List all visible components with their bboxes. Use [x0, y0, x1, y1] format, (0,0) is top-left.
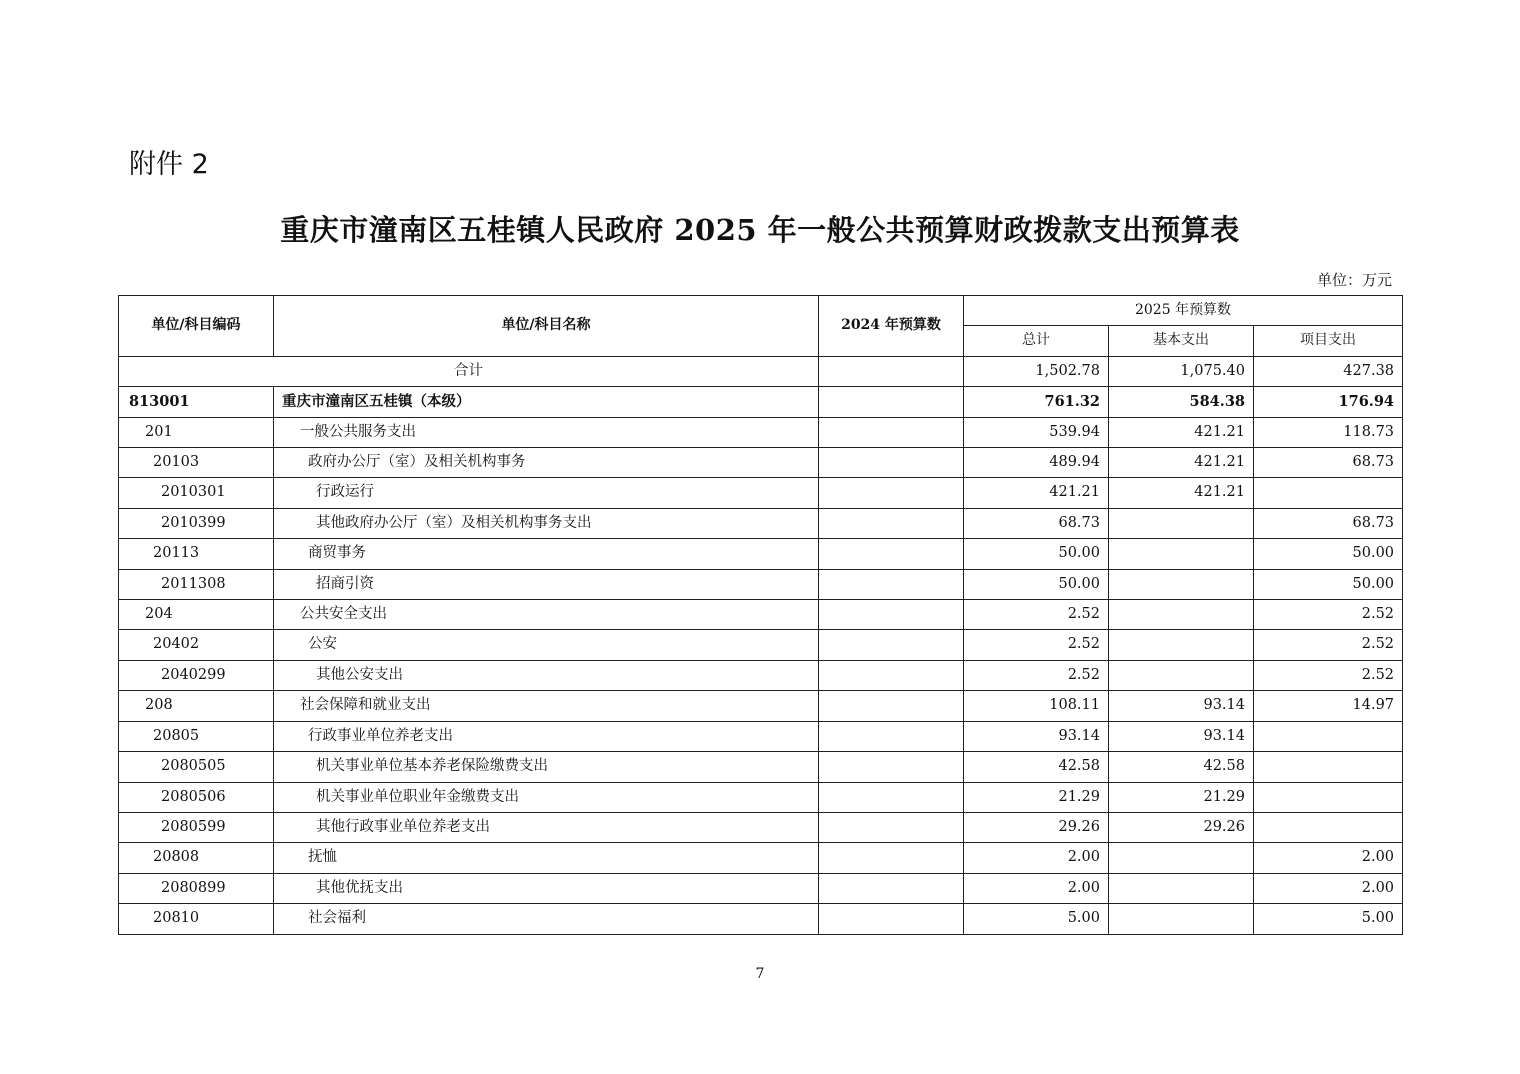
row-prev [819, 387, 964, 417]
row-code: 2080899 [119, 873, 274, 903]
row-code: 2010399 [119, 508, 274, 538]
row-total: 5.00 [964, 904, 1109, 934]
row-basic: 584.38 [1109, 387, 1254, 417]
row-total: 68.73 [964, 508, 1109, 538]
row-prev [819, 508, 964, 538]
header-total: 总计 [964, 326, 1109, 356]
row-project: 2.52 [1254, 600, 1403, 630]
row-code: 201 [119, 417, 274, 447]
row-project [1254, 721, 1403, 751]
row-name: 社会保障和就业支出 [274, 691, 819, 721]
row-basic [1109, 539, 1254, 569]
row-project [1254, 752, 1403, 782]
row-name: 一般公共服务支出 [274, 417, 819, 447]
header-2025-group: 2025 年预算数 [964, 296, 1403, 326]
row-basic [1109, 600, 1254, 630]
row-code: 20805 [119, 721, 274, 751]
row-project: 68.73 [1254, 448, 1403, 478]
budget-table [118, 295, 1403, 935]
table-row [119, 387, 1403, 417]
row-prev [819, 873, 964, 903]
row-total: 421.21 [964, 478, 1109, 508]
row-total: 42.58 [964, 752, 1109, 782]
row-code: 2040299 [119, 660, 274, 690]
row-basic: 93.14 [1109, 691, 1254, 721]
unit-label: 单位：万元 [1316, 271, 1392, 289]
row-name: 机关事业单位职业年金缴费支出 [274, 782, 819, 812]
row-project: 5.00 [1254, 904, 1403, 934]
total-total: 1,502.78 [964, 356, 1109, 386]
row-total: 489.94 [964, 448, 1109, 478]
row-total: 2.52 [964, 630, 1109, 660]
row-code: 204 [119, 600, 274, 630]
table-row [119, 569, 1403, 599]
row-name: 其他公安支出 [274, 660, 819, 690]
header-name: 单位/科目名称 [274, 296, 819, 357]
table-row [119, 539, 1403, 569]
row-basic [1109, 630, 1254, 660]
row-code: 813001 [119, 387, 274, 417]
table-row [119, 873, 1403, 903]
row-total: 50.00 [964, 569, 1109, 599]
row-prev [819, 660, 964, 690]
table-row [119, 904, 1403, 934]
row-total: 108.11 [964, 691, 1109, 721]
row-basic [1109, 873, 1254, 903]
row-basic [1109, 660, 1254, 690]
row-name: 公共安全支出 [274, 600, 819, 630]
header-basic: 基本支出 [1109, 326, 1254, 356]
row-project: 14.97 [1254, 691, 1403, 721]
row-prev [819, 478, 964, 508]
row-basic [1109, 904, 1254, 934]
row-prev [819, 448, 964, 478]
row-project: 2.52 [1254, 660, 1403, 690]
row-code: 20113 [119, 539, 274, 569]
attachment-label: 附件 2 [129, 149, 209, 180]
total-label: 合计 [119, 356, 819, 386]
row-project: 68.73 [1254, 508, 1403, 538]
row-name: 重庆市潼南区五桂镇（本级） [274, 387, 819, 417]
total-basic: 1,075.40 [1109, 356, 1254, 386]
row-code: 20103 [119, 448, 274, 478]
header-project: 项目支出 [1254, 326, 1403, 356]
row-code: 208 [119, 691, 274, 721]
row-code: 2010301 [119, 478, 274, 508]
row-basic: 21.29 [1109, 782, 1254, 812]
row-total: 93.14 [964, 721, 1109, 751]
row-code: 2011308 [119, 569, 274, 599]
page-title: 重庆市潼南区五桂镇人民政府 2025 年一般公共预算财政拨款支出预算表 [280, 213, 1240, 247]
table-row [119, 508, 1403, 538]
row-basic: 421.21 [1109, 478, 1254, 508]
row-total: 539.94 [964, 417, 1109, 447]
row-code: 2080506 [119, 782, 274, 812]
row-name: 商贸事务 [274, 539, 819, 569]
table-row [119, 812, 1403, 842]
row-basic [1109, 569, 1254, 599]
row-basic: 42.58 [1109, 752, 1254, 782]
table-row [119, 417, 1403, 447]
row-project: 2.00 [1254, 873, 1403, 903]
row-name: 政府办公厅（室）及相关机构事务 [274, 448, 819, 478]
row-project: 118.73 [1254, 417, 1403, 447]
total-project: 427.38 [1254, 356, 1403, 386]
row-name: 招商引资 [274, 569, 819, 599]
row-project: 50.00 [1254, 539, 1403, 569]
row-prev [819, 691, 964, 721]
row-project: 176.94 [1254, 387, 1403, 417]
row-project: 2.52 [1254, 630, 1403, 660]
row-name: 其他行政事业单位养老支出 [274, 812, 819, 842]
row-prev [819, 752, 964, 782]
row-code: 20808 [119, 843, 274, 873]
row-prev [819, 812, 964, 842]
table-row [119, 721, 1403, 751]
row-total: 761.32 [964, 387, 1109, 417]
row-name: 其他政府办公厅（室）及相关机构事务支出 [274, 508, 819, 538]
row-basic: 93.14 [1109, 721, 1254, 751]
table-row [119, 843, 1403, 873]
row-prev [819, 721, 964, 751]
row-total: 21.29 [964, 782, 1109, 812]
row-basic: 29.26 [1109, 812, 1254, 842]
header-prev-year: 2024 年预算数 [819, 296, 964, 357]
row-code: 2080505 [119, 752, 274, 782]
row-code: 20810 [119, 904, 274, 934]
row-prev [819, 569, 964, 599]
row-prev [819, 904, 964, 934]
row-total: 2.00 [964, 873, 1109, 903]
row-basic: 421.21 [1109, 448, 1254, 478]
row-project [1254, 478, 1403, 508]
page-number: 7 [755, 966, 765, 982]
row-prev [819, 600, 964, 630]
row-name: 行政运行 [274, 478, 819, 508]
table-row [119, 691, 1403, 721]
total-row [119, 356, 1403, 386]
row-code: 20402 [119, 630, 274, 660]
row-name: 社会福利 [274, 904, 819, 934]
row-total: 2.00 [964, 843, 1109, 873]
table-row [119, 752, 1403, 782]
row-project [1254, 782, 1403, 812]
table-row [119, 600, 1403, 630]
row-total: 29.26 [964, 812, 1109, 842]
header-code: 单位/科目编码 [119, 296, 274, 357]
table-row [119, 660, 1403, 690]
row-name: 其他优抚支出 [274, 873, 819, 903]
row-project: 50.00 [1254, 569, 1403, 599]
row-total: 50.00 [964, 539, 1109, 569]
table-row [119, 448, 1403, 478]
row-prev [819, 539, 964, 569]
row-project: 2.00 [1254, 843, 1403, 873]
row-name: 行政事业单位养老支出 [274, 721, 819, 751]
table-row [119, 478, 1403, 508]
row-name: 抚恤 [274, 843, 819, 873]
row-total: 2.52 [964, 660, 1109, 690]
row-prev [819, 782, 964, 812]
row-prev [819, 630, 964, 660]
table-body [119, 356, 1403, 934]
table-row [119, 630, 1403, 660]
row-name: 公安 [274, 630, 819, 660]
row-basic: 421.21 [1109, 417, 1254, 447]
row-total: 2.52 [964, 600, 1109, 630]
row-prev [819, 843, 964, 873]
row-code: 2080599 [119, 812, 274, 842]
row-basic [1109, 508, 1254, 538]
table-row [119, 782, 1403, 812]
row-basic [1109, 843, 1254, 873]
row-prev [819, 417, 964, 447]
total-prev [819, 356, 964, 386]
row-project [1254, 812, 1403, 842]
row-name: 机关事业单位基本养老保险缴费支出 [274, 752, 819, 782]
